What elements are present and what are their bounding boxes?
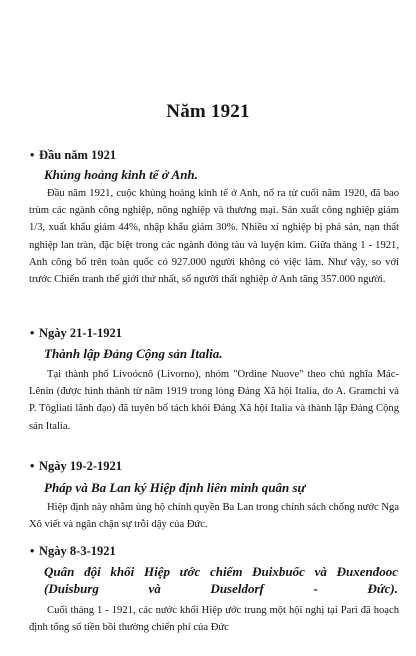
entry-date (30, 459, 122, 474)
entry-heading: Khủng hoảng kinh tế ở Anh. (44, 167, 198, 182)
entry-body (29, 499, 399, 533)
entry-body (29, 185, 399, 288)
entry-heading: Pháp và Ba Lan ký Hiệp định liên minh quân sự (44, 480, 306, 495)
entry-heading: Quân đội khối Hiệp ước chiếm Đuixbuốc và Đuxenđooc (Duisburg và Duseldorf - Đức). (44, 564, 398, 596)
entry-date (30, 544, 116, 559)
entry-date (30, 148, 116, 163)
entry-date-text: Ngày 19-2-1921 (39, 459, 122, 473)
entry-paragraph: Tại thành phố Livoócnô (Livorno), nhóm "Ordine Nuove" theo chủ nghĩa Mác-Lênin (được hình thành từ năm 1919 trong lòng Đảng Xã hội Italia, do A. Gramchi và P. Tôgliati lãnh đạo) đã tuyên bố tách khỏi Đảng Xã hội Italia và thành lập Đảng Cộng sản Italia. (29, 369, 399, 432)
bullet-icon: • (30, 326, 35, 340)
bullet-icon: • (30, 544, 35, 558)
entry-body (29, 602, 399, 636)
entry-paragraph: Đầu năm 1921, cuộc khủng hoảng kinh tế ở Anh, nổ ra từ cuối năm 1920, đã bao trùm các ngành công nghiệp, nông nghiệp và thương mại. Sản xuất công nghiệp giảm 1/3, xuất khẩu giảm 44%, nhập khẩu giảm 30%. Nhiều xí nghiệp bị phá sản, nạn thất nghiệp lan tràn, đặc biệt trong các ngành đóng tàu và luyện kim. Giữa tháng 1 - 1921, Anh công bố trên toàn quốc có 927.000 người không có việc làm. Như vậy, so với trước Chiến tranh thế giới thứ nhất, số người thất nghiệp ở Anh tăng 357.000 người. (29, 188, 399, 286)
page-title: Năm 1921 (166, 101, 250, 122)
entry-paragraph: Hiệp định này nhằm ủng hộ chính quyền Ba Lan trong chính sách chống nước Nga Xô viết và ngăn chặn sự trỗi dậy của Đức. (29, 502, 399, 531)
entry-paragraph: Cuối tháng 1 - 1921, các nước khối Hiệp ước trung một hội nghị tại Pari đã hoạch định tổng số tiền bồi thường chiến phí của Đức (29, 605, 399, 634)
entry-body (29, 366, 399, 435)
entry-heading: Thành lập Đảng Cộng sản Italia. (44, 346, 223, 361)
bullet-icon: • (30, 148, 35, 162)
entry-date-text: Ngày 21-1-1921 (39, 326, 122, 340)
entry-date-text: Đầu năm 1921 (39, 148, 117, 162)
bullet-icon: • (30, 459, 35, 473)
entry-date-text: Ngày 8-3-1921 (39, 544, 116, 558)
entry-date (30, 326, 122, 341)
